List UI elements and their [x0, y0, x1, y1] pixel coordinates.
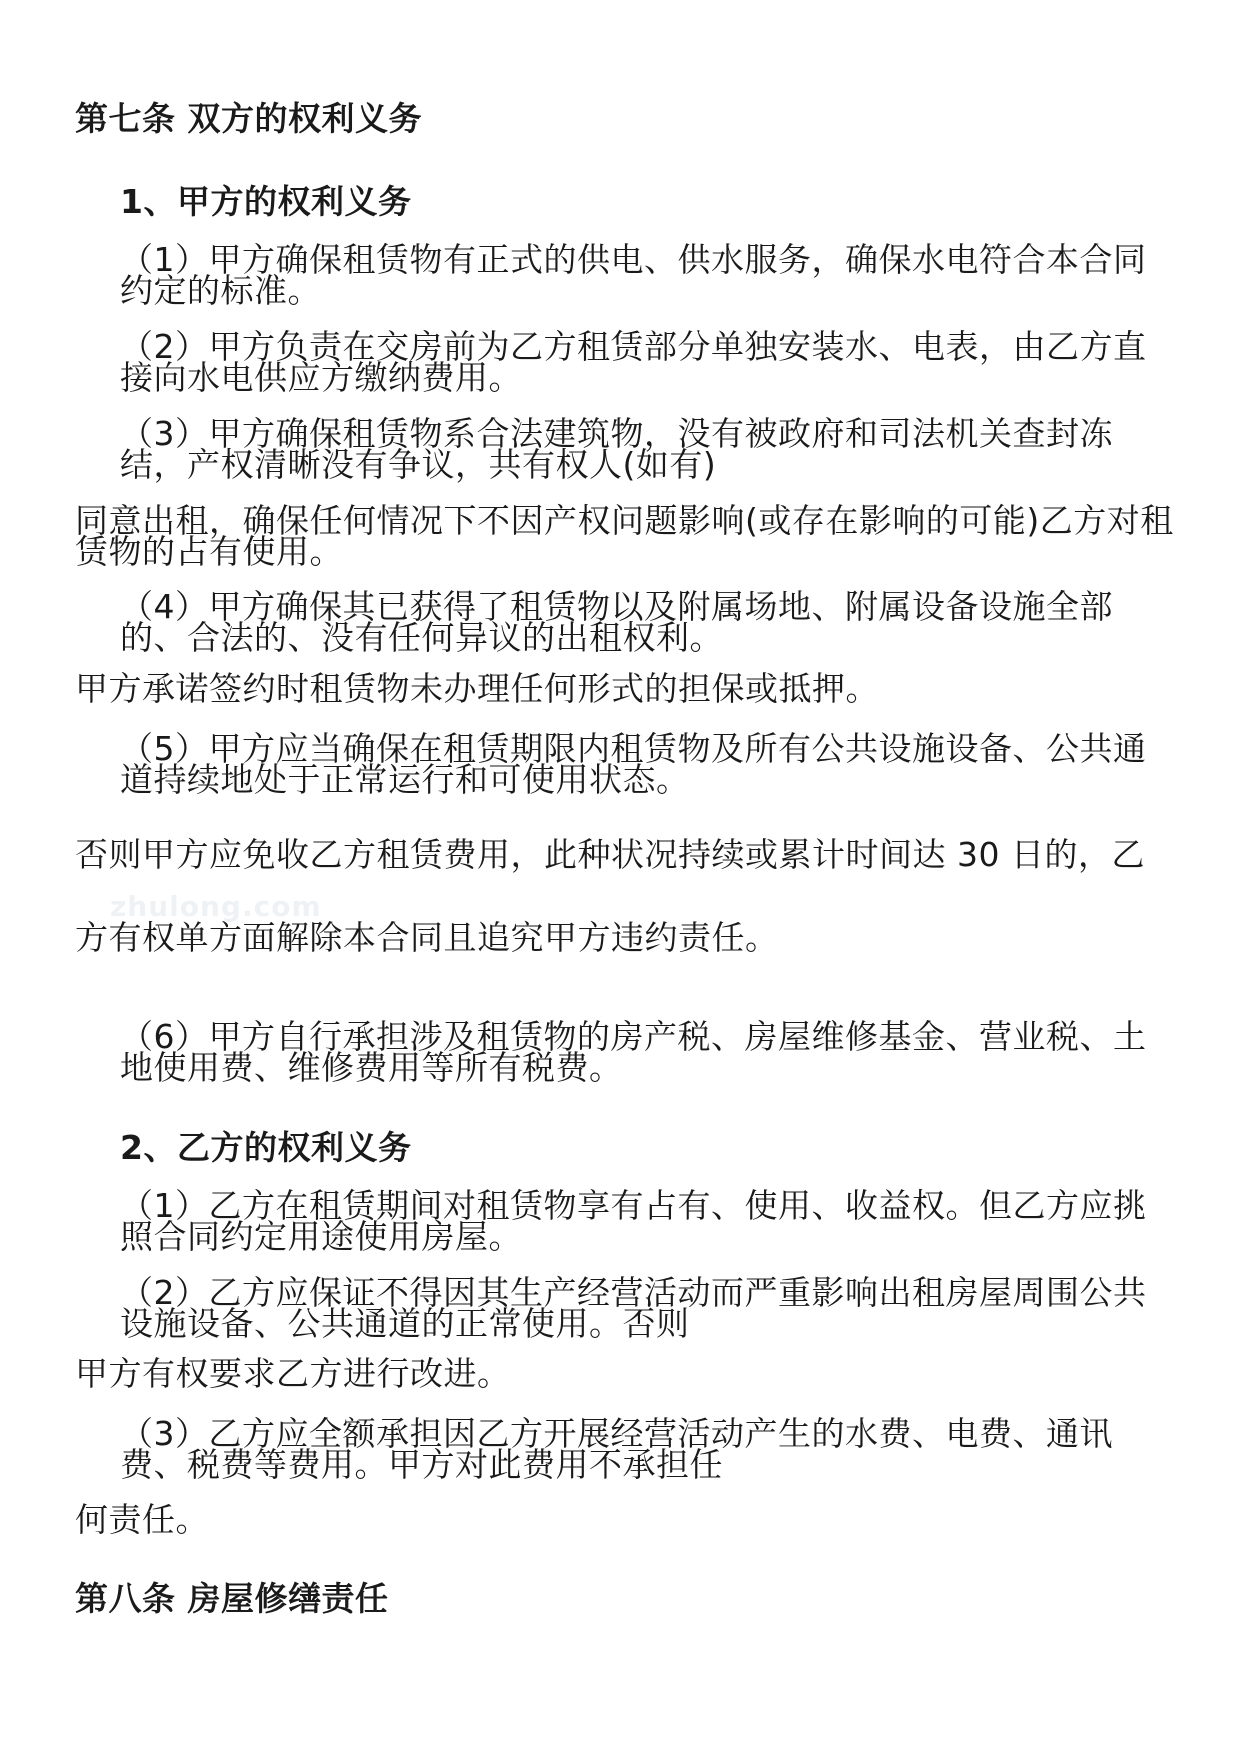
party-a-item1-line2: 约定的标准。 — [120, 271, 321, 310]
party-a-item5-line2: 道持续地处于正常运行和可使用状态。 — [120, 760, 690, 799]
party-b-heading: 2、乙方的权利义务 — [120, 1128, 412, 1167]
party-b-item3-line1: （3）乙方应全额承担因乙方开展经营活动产生的水费、电费、通讯 — [120, 1414, 1113, 1453]
party-a-item4-line3: 甲方承诺签约时租赁物未办理任何形式的担保或抵押。 — [75, 669, 879, 708]
party-a-item3-line1: （3）甲方确保租赁物系合法建筑物，没有被政府和司法机关查封冻 — [120, 414, 1113, 453]
party-a-item2-line2: 接向水电供应方缴纳费用。 — [120, 358, 522, 397]
party-a-item2-line1: （2）甲方负责在交房前为乙方租赁部分单独安装水、电表，由乙方直 — [120, 327, 1147, 366]
party-b-item2-line3: 甲方有权要求乙方进行改进。 — [75, 1354, 511, 1393]
party-a-item5-line4: 方有权单方面解除本合同且追究甲方违约责任。 — [75, 918, 779, 957]
party-a-item4-line2: 的、合法的、没有任何异议的出租权利。 — [120, 618, 723, 657]
article-8-title: 第八条 房屋修缮责任 — [75, 1579, 389, 1618]
party-b-item1-line2: 照合同约定用途使用房屋。 — [120, 1217, 522, 1256]
party-b-item2-line2: 设施设备、公共通道的正常使用。否则 — [120, 1304, 690, 1343]
party-b-item3-line2: 费、税费等费用。甲方对此费用不承担任 — [120, 1445, 723, 1484]
party-b-item3-line3: 何责任。 — [75, 1500, 209, 1539]
party-a-item5-line1: （5）甲方应当确保在租赁期限内租赁物及所有公共设施设备、公共通 — [120, 729, 1147, 768]
party-a-item5-line3: 否则甲方应免收乙方租赁费用，此种状况持续或累计时间达 30 日的，乙 — [75, 835, 1145, 874]
party-a-item3-line3: 同意出租，确保任何情况下不因产权问题影响(或存在影响的可能)乙方对租 — [75, 501, 1174, 540]
party-a-item6-line2: 地使用费、维修费用等所有税费。 — [120, 1048, 623, 1087]
party-a-item3-line2: 结，产权清晰没有争议，共有权人(如有) — [120, 445, 717, 484]
article-7-title: 第七条 双方的权利义务 — [75, 99, 422, 138]
party-a-item3-line4: 赁物的占有使用。 — [75, 532, 343, 571]
party-b-item2-line1: （2）乙方应保证不得因其生产经营活动而严重影响出租房屋周围公共 — [120, 1273, 1147, 1312]
party-b-item1-line1: （1）乙方在租赁期间对租赁物享有占有、使用、收益权。但乙方应挑 — [120, 1186, 1147, 1225]
party-a-heading: 1、甲方的权利义务 — [120, 182, 412, 221]
party-a-item4-line1: （4）甲方确保其已获得了租赁物以及附属场地、附属设备设施全部 — [120, 587, 1113, 626]
watermark: zhulong.com — [110, 890, 322, 923]
party-a-item1-line1: （1）甲方确保租赁物有正式的供电、供水服务，确保水电符合本合同 — [120, 240, 1147, 279]
party-a-item6-line1: （6）甲方自行承担涉及租赁物的房产税、房屋维修基金、营业税、土 — [120, 1017, 1147, 1056]
